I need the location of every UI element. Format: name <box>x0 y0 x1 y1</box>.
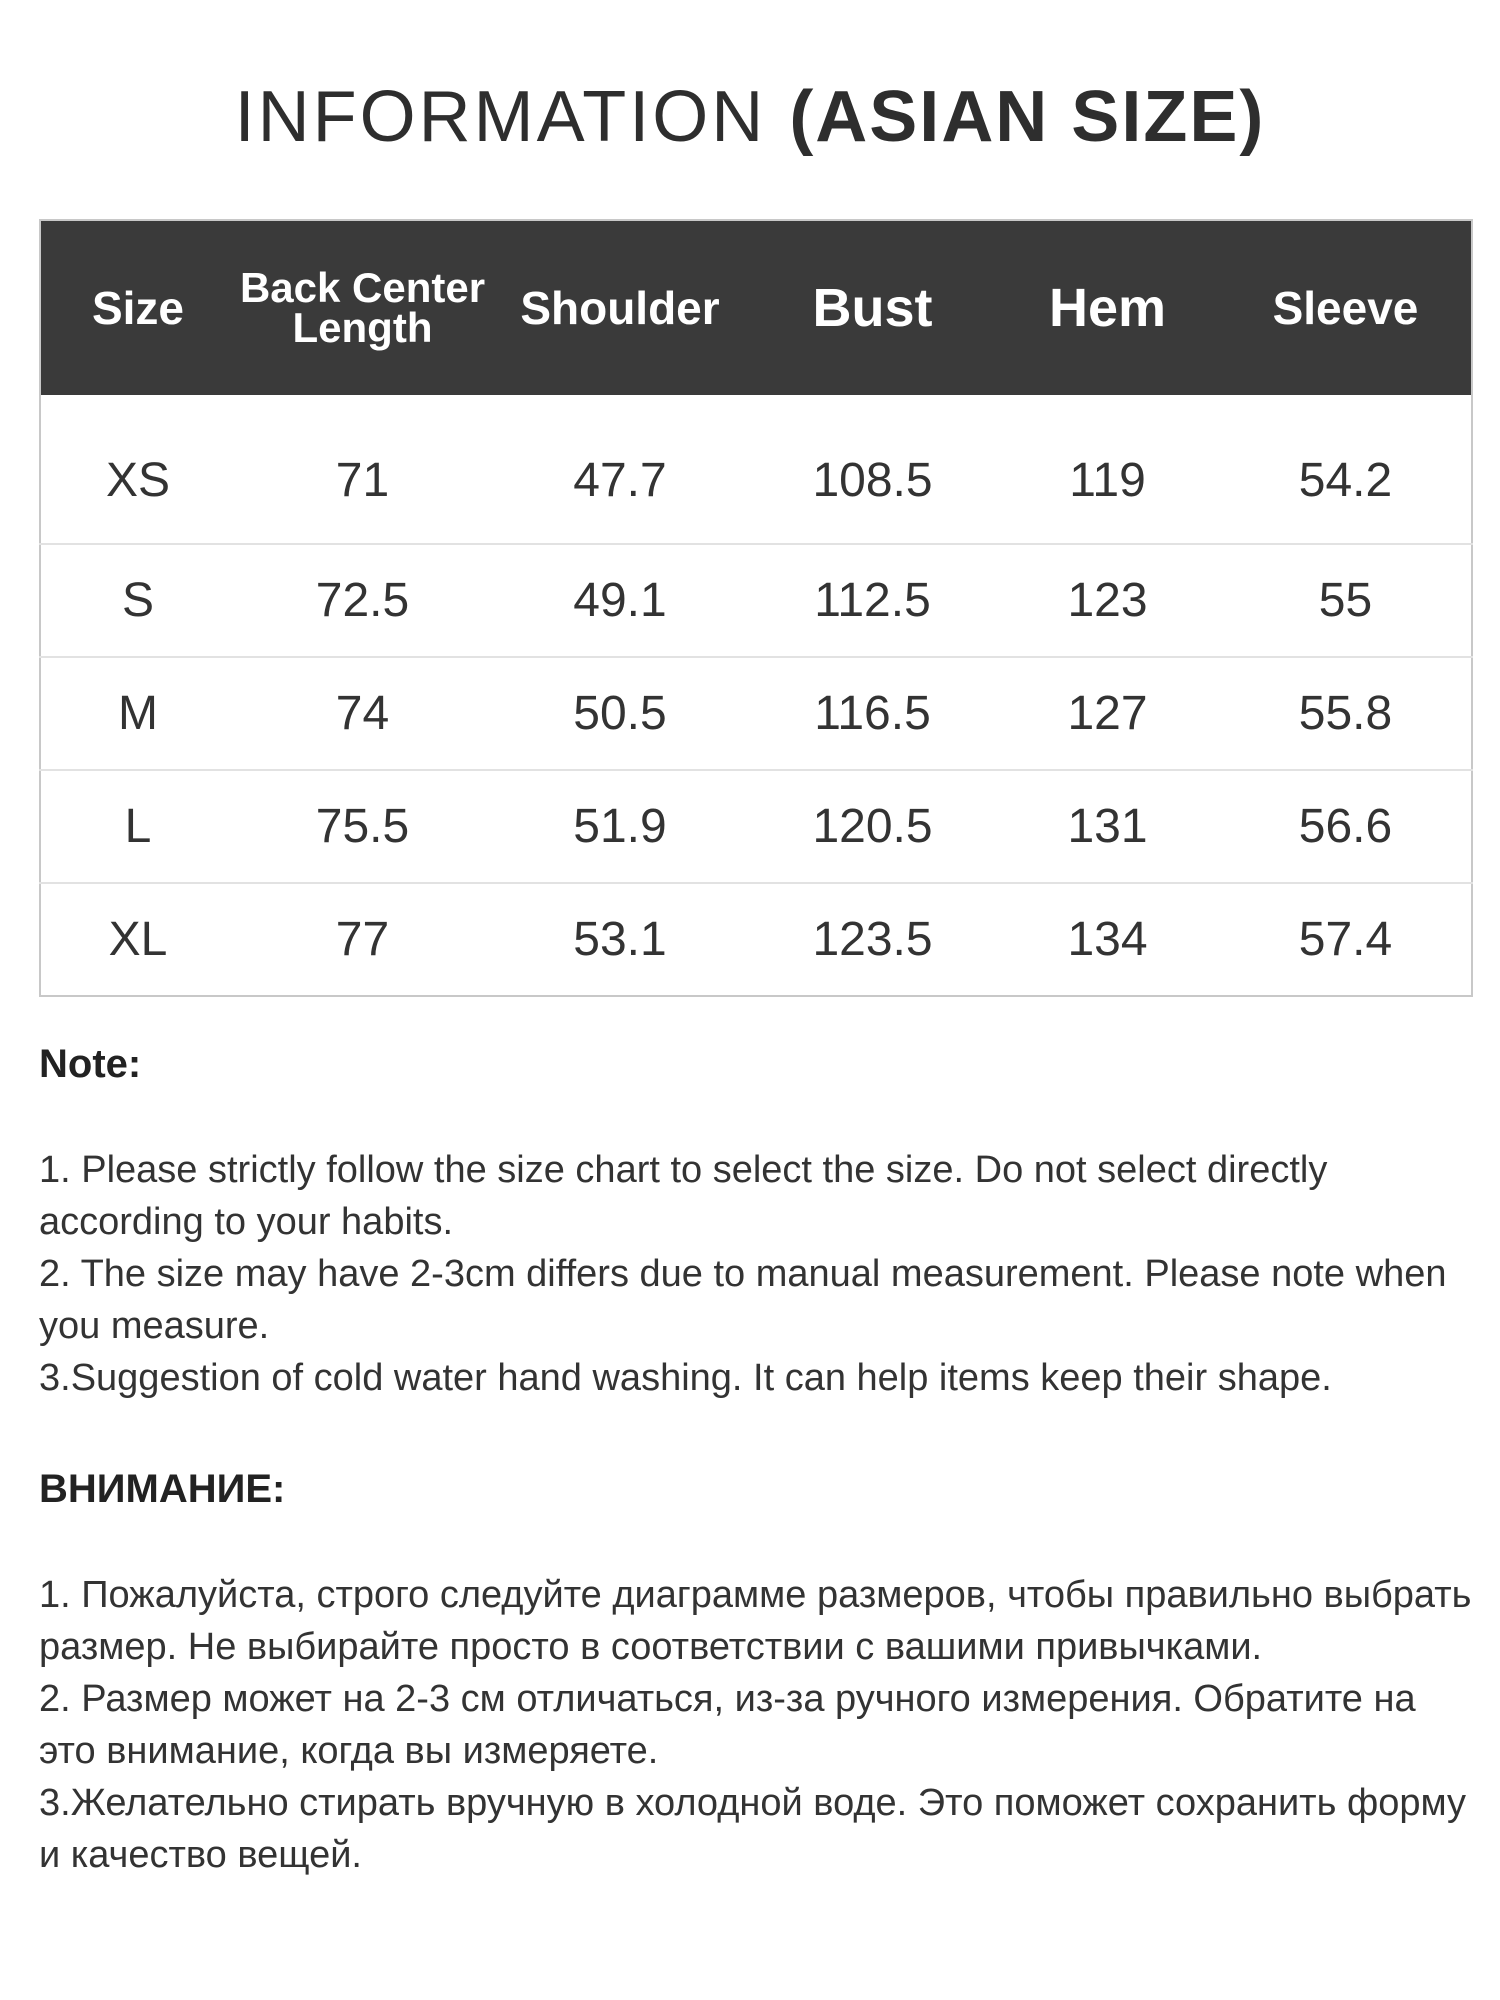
cell-sleeve: 57.4 <box>1298 913 1393 966</box>
note-item: 2. The size may have 2-3cm differs due to manual measurement. Please note when you measure. <box>39 1253 1447 1347</box>
table-row <box>40 395 1472 544</box>
cell-shoulder: 51.9 <box>490 770 750 883</box>
cell-hem: 127 <box>995 657 1220 770</box>
cell-hem: 119 <box>995 395 1220 544</box>
cell-back-center-length: 74 <box>235 657 490 770</box>
page-title <box>0 72 1500 162</box>
note-russian-section <box>39 1465 1479 1881</box>
cell-sleeve: 55.8 <box>1220 657 1472 770</box>
title-light: INFORMATION <box>234 77 767 157</box>
cell-size: XS <box>40 395 235 544</box>
cell-bust: 123.5 <box>812 913 933 966</box>
cell-back-center-length: 75.5 <box>235 770 490 883</box>
table-row <box>40 544 1472 657</box>
attention-item: 3.Желательно стирать вручную в холодной воде. Это поможет сохранить форму и качество вещей. <box>39 1782 1467 1876</box>
cell-size: M <box>40 657 235 770</box>
cell-size: XL <box>108 913 168 966</box>
cell-size: L <box>40 770 235 883</box>
cell-back-center-length: 77 <box>335 913 390 966</box>
cell-bust: 116.5 <box>750 657 995 770</box>
attention-heading: ВНИМАНИЕ: <box>39 1467 286 1511</box>
header-back-center-length <box>235 220 490 395</box>
header-shoulder: Shoulder <box>490 220 750 395</box>
cell-back-center-length: 71 <box>235 395 490 544</box>
attention-item: 1. Пожалуйста, строго следуйте диаграмме размеров, чтобы правильно выбрать размер. Не выбирайте просто в соответствии с вашими привычками. <box>39 1574 1472 1668</box>
cell-sleeve: 56.6 <box>1220 770 1472 883</box>
note-item: 3.Suggestion of cold water hand washing. It can help items keep their shape. <box>39 1357 1332 1399</box>
header-back-center-line2: Length <box>292 304 433 351</box>
cell-shoulder: 47.7 <box>490 395 750 544</box>
title-bold: (ASIAN SIZE) <box>789 77 1266 157</box>
table-row <box>40 883 1472 996</box>
header-sleeve: Sleeve <box>1220 220 1472 395</box>
header-back-center-line1: Back Center <box>239 264 486 311</box>
cell-bust: 112.5 <box>750 544 995 657</box>
cell-bust: 108.5 <box>750 395 995 544</box>
cell-hem: 131 <box>995 770 1220 883</box>
note-list <box>39 1144 1479 1404</box>
size-chart-table <box>39 219 1473 997</box>
cell-size: S <box>40 544 235 657</box>
cell-sleeve: 54.2 <box>1220 395 1472 544</box>
table-row <box>40 770 1472 883</box>
note-heading: Note: <box>39 1042 142 1086</box>
cell-sleeve: 55 <box>1220 544 1472 657</box>
table-header-row <box>40 220 1472 395</box>
table-row <box>40 657 1472 770</box>
attention-item: 2. Размер может на 2-3 см отличаться, из-за ручного измерения. Обратите на это внимание, когда вы измеряете. <box>39 1678 1416 1772</box>
cell-shoulder: 53.1 <box>573 913 667 966</box>
cell-hem: 134 <box>1067 913 1148 966</box>
cell-shoulder: 50.5 <box>490 657 750 770</box>
header-hem: Hem <box>995 220 1220 395</box>
cell-shoulder: 49.1 <box>490 544 750 657</box>
cell-hem: 123 <box>995 544 1220 657</box>
note-english-section <box>39 1040 1479 1404</box>
header-size: Size <box>40 220 235 395</box>
note-item: 1. Please strictly follow the size chart to select the size. Do not select directly according to your habits. <box>39 1149 1328 1243</box>
header-bust: Bust <box>750 220 995 395</box>
cell-back-center-length: 72.5 <box>235 544 490 657</box>
cell-bust: 120.5 <box>750 770 995 883</box>
attention-list <box>39 1569 1479 1881</box>
